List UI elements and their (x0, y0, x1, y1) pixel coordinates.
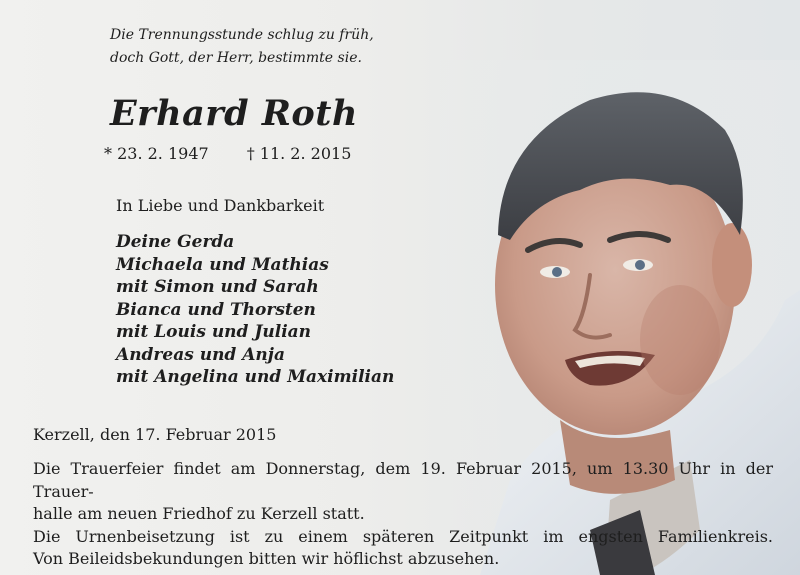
funeral-information (33, 458, 773, 571)
memorial-verse (110, 24, 374, 70)
info-line: halle am neuen Friedhof zu Kerzell statt. (33, 504, 365, 523)
mourner-line: mit Louis und Julian (116, 322, 312, 342)
place-and-date: Kerzell, den 17. Februar 2015 (33, 425, 277, 444)
mourner-line: Deine Gerda (116, 232, 235, 252)
life-dates (104, 144, 351, 163)
verse-line: Die Trennungsstunde schlug zu früh, (110, 27, 374, 43)
mourners-intro: In Liebe und Dankbarkeit (116, 196, 325, 215)
mourners-list (116, 231, 394, 389)
mourner-line: Andreas und Anja (116, 344, 285, 365)
verse-line: doch Gott, der Herr, bestimmte sie. (110, 50, 362, 66)
birth-date: * 23. 2. 1947 (104, 144, 209, 163)
info-line: Die Trauerfeier findet am Donnerstag, dem 19. Februar 2015, um 13.30 Uhr in der Trauer- (33, 459, 773, 501)
mourner-line: Bianca und Thorsten (116, 299, 316, 320)
deceased-name: Erhard Roth (110, 93, 358, 134)
info-line: Die Urnenbeisetzung ist zu einem späteren Zeitpunkt im engsten Familienkreis. (33, 526, 773, 546)
mourner-line: mit Angelina und Maximilian (116, 367, 395, 387)
mourner-line: mit Simon und Sarah (116, 277, 319, 297)
info-line: Von Beileidsbekundungen bitten wir höflichst abzusehen. (33, 549, 500, 568)
death-date: † 11. 2. 2015 (246, 144, 352, 163)
mourner-line: Michaela und Mathias (116, 254, 329, 275)
